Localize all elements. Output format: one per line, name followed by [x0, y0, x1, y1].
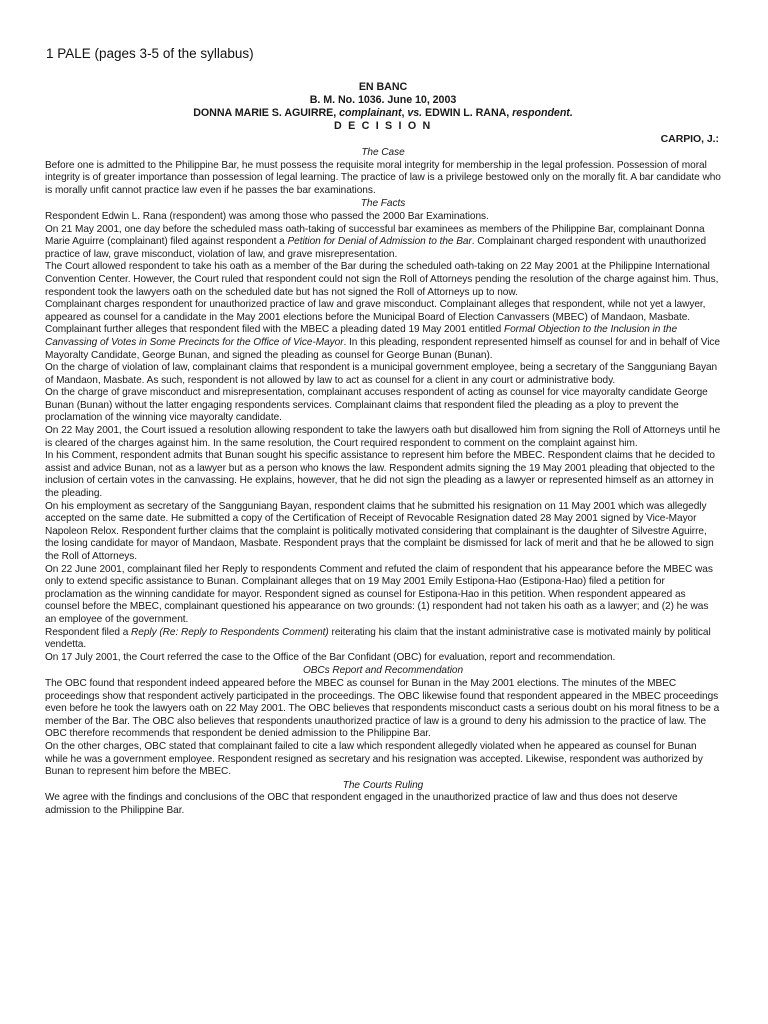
paragraph-obc-findings: The OBC found that respondent indeed appeared before the MBEC as counsel for Bunan in the May 2001 elections. The minutes of the MBEC proceedings show that respondent actively participated in the proceedings. The OBC likewise found that respondent appeared in the MBEC proceedings even before he took the lawyers oath on 22 May 2001. The OBC believes that respondents misconduct casts a serious doubt on his moral fitness to be a member of the Bar. The OBC also believes that respondents unauthorized practice of law is a ground to deny his admission to the practice of law. The OBC therefore recommends that respondent be denied admission to the Philippine Bar. — [45, 677, 720, 740]
ponente: CARPIO, J.: — [660, 133, 719, 145]
paragraph-employment: On his employment as secretary of the Sangguniang Bayan, respondent claims that he submitted his resignation on 11 May 2001 which was allegedly accepted on the same date. He submitted a copy of the Certification of Receipt of Revocable Resignation dated 28 May 2001 signed by Vice-Mayor Napoleon Relox. Respondent further claims that the complaint is politically motivated considering that complainant is the daughter of Silvestre Aguirre, the losing candidate for mayor of Mandaon, Masbate. Respondent prays that the complaint be dismissed for lack of merit and that he be allowed to sign the Roll of Attorneys. — [45, 500, 714, 562]
paragraph-violation-of-law: On the charge of violation of law, complainant claims that respondent is a municipal government employee, being a secretary of the Sangguniang Bayan of Mandaon, Masbate. As such, respondent is not allowed by law to act as counsel for a client in any court or administrative body. — [45, 362, 718, 386]
versus-label: vs. — [407, 107, 423, 119]
syllabus-note: 1 PALE (pages 3-5 of the syllabus) — [46, 46, 254, 61]
respondent-name: EDWIN L. RANA, — [425, 107, 510, 119]
complainant-role: complainant — [339, 107, 402, 119]
section-heading-obc: OBCs Report and Recommendation — [302, 665, 464, 677]
paragraph-oath: The Court allowed respondent to take his oath as a member of the Bar during the scheduled oath-taking on 22 May 2001 at the Philippine International Convention Center. However, the Court ruled that respondent could not sign the Roll of Attorneys pending the resolution of the charge against him. Thus, respondent took the lawyers oath on the scheduled date but has not signed the Roll of Attorneys up to now. — [45, 261, 719, 298]
paragraph-charges: Complainant charges respondent for unauthorized practice of law and grave misconduct. Complainant alleges that respondent, while not yet a lawyer, appeared as counsel for a candidate in the May 2001 elections before the Municipal Board of Election Canvassers (MBEC) of Mandaon, Masbate. Complainant further alleges that respondent filed with the MBEC a pleading dated 19 May 2001 entitled Formal Objection to the Inclusion in the Canvassing of Votes in Some Precincts for the Office of Vice-Mayor. In this pleading, respondent represented himself as counsel for and in behalf of Vice Mayoralty Candidate, George Bunan, and signed the pleading as counsel for George Bunan (Bunan). — [45, 299, 720, 361]
paragraph-misconduct: On the charge of grave misconduct and misrepresentation, complainant accuses respondent of acting as counsel for vice mayoralty candidate George Bunan (Bunan) without the latter engaging respondents services. Complainant claims that respondent filed the pleading as a ploy to prevent the proclamation of the winning vice mayoralty candidate. — [45, 387, 708, 424]
paragraph-ruling: We agree with the findings and conclusions of the OBC that respondent engaged in the unauthorized practice of law and thus does not deserve admission to the Philippine Bar. — [45, 792, 678, 816]
section-heading-facts: The Facts — [360, 198, 406, 210]
paragraph-bar-exam: Respondent Edwin L. Rana (respondent) was among those who passed the 2000 Bar Examinations. — [45, 210, 489, 222]
respondent-role: respondent. — [512, 107, 573, 119]
pleading-title: Formal Objection to the Inclusion in the Canvassing of Votes in Some Precincts for the Office of Vice-Mayor — [45, 324, 678, 348]
section-heading-case: The Case — [361, 147, 405, 158]
paragraph-reply: On 22 June 2001, complainant filed her Reply to respondents Comment and refuted the claim of respondent that his appearance before the MBEC was only to extend specific assistance to Bunan. Complainant alleges that on 19 May 2001 Emily Estipona-Hao (Estipona-Hao) filed a petition for proclamation as the winning candidate for mayor. Respondent signed as counsel for Estipona-Hao in this petition. When respondent appeared as counsel before the MBEC, complainant questioned his appearance on two grounds: (1) respondent had not taken his oath as a lawyer; and (2) he was an employee of the government. — [45, 563, 713, 625]
paragraph-resolution: On 22 May 2001, the Court issued a resolution allowing respondent to take the lawyers oath but disallowed him from signing the Roll of Attorneys until he is cleared of the charges against him. In the same resolution, the Court required respondent to comment on the complaint against him. — [45, 425, 721, 449]
paragraph-obc-other-charges: On the other charges, OBC stated that complainant failed to cite a law which respondent allegedly violated when he appeared as counsel for Bunan while he was a government employee. Respondent resigned as secretary and his resignation was accepted. Likewise, respondent was authorized by Bunan to represent him before the MBEC. — [45, 740, 703, 778]
court-division: EN BANC — [358, 81, 408, 93]
case-parties: DONNA MARIE S. AGUIRRE, complainant, vs. EDWIN L. RANA, respondent. — [193, 107, 573, 119]
decision-body — [45, 81, 721, 817]
paragraph-comment: In his Comment, respondent admits that Bunan sought his specific assistance to represent him before the MBEC. Respondent claims that he decided to assist and advice Bunan, not as a lawyer but as a person who knows the law. Respondent admits signing the 19 May 2001 pleading that objected to the inclusion of certain votes in the canvassing. He explains, however, that he did not sign the pleading as a lawyer or represented himself as an attorney in the pleading. — [45, 450, 715, 500]
decision-title: D E C I S I O N — [334, 120, 432, 132]
complainant-name: DONNA MARIE S. AGUIRRE, — [193, 107, 337, 119]
reply-title: Reply (Re: Reply to Respondents Comment) — [131, 626, 329, 638]
section-heading-ruling: The Courts Ruling — [342, 779, 424, 791]
case-number: B. M. No. 1036. June 10, 2003 — [309, 94, 457, 106]
paragraph-rejoinder: Respondent filed a Reply (Re: Reply to Respondents Comment) reiterating his claim that the instant administrative case is motivated mainly by political vendetta. — [45, 626, 711, 651]
paragraph-referral: On 17 July 2001, the Court referred the case to the Office of the Bar Confidant (OBC) for evaluation, report and recommendation. — [45, 651, 616, 663]
paragraph-petition: On 21 May 2001, one day before the scheduled mass oath-taking of successful bar examinees as members of the Philippine Bar, complainant Donna Marie Aguirre (complainant) filed against respondent a Petition for Denial of Admission to the Bar. Complainant charged respondent with unauthorized practice of law, grave misconduct, violation of law, and grave misrepresentation. — [45, 223, 707, 260]
paragraph-intro: Before one is admitted to the Philippine Bar, he must possess the requisite moral integrity for membership in the legal profession. Possession of moral integrity is of greater importance than possession of legal learning. The practice of law is a privilege bestowed only on the morally fit. A bar candidate who is morally unfit cannot practice law even if he passes the bar examinations. — [45, 159, 721, 196]
petition-title: Petition for Denial of Admission to the Bar — [287, 236, 472, 248]
